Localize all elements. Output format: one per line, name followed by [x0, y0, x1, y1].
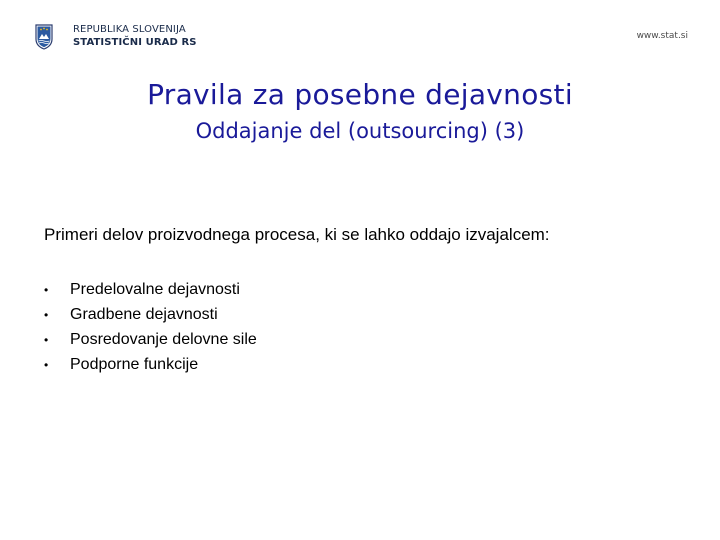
- organization-name-line1: REPUBLIKA SLOVENIJA: [73, 24, 186, 35]
- bullet-icon: •: [44, 358, 49, 372]
- list-item: [44, 330, 257, 355]
- list-item-label: Posredovanje delovne sile: [70, 331, 257, 348]
- intro-text: Primeri delov proizvodnega procesa, ki se lahko oddajo izvajalcem:: [44, 225, 550, 244]
- list-item: [44, 305, 257, 330]
- list-item-label: Predelovalne dejavnosti: [70, 281, 240, 298]
- website-url: www.stat.si: [636, 31, 688, 41]
- bullet-icon: •: [44, 308, 49, 322]
- list-item-label: Podporne funkcije: [70, 356, 199, 373]
- bullet-list: [44, 280, 257, 380]
- list-item: [44, 280, 257, 305]
- list-item: [44, 355, 257, 380]
- organization-name: [73, 23, 197, 49]
- slide-title: Pravila za posebne dejavnosti: [147, 78, 573, 111]
- bullet-icon: •: [44, 333, 49, 347]
- organization-name-line2: STATISTIČNI URAD RS: [73, 37, 197, 48]
- coat-of-arms-icon: [34, 24, 54, 50]
- bullet-icon: •: [44, 283, 49, 297]
- slide-subtitle: Oddajanje del (outsourcing) (3): [195, 119, 525, 143]
- list-item-label: Gradbene dejavnosti: [70, 306, 218, 323]
